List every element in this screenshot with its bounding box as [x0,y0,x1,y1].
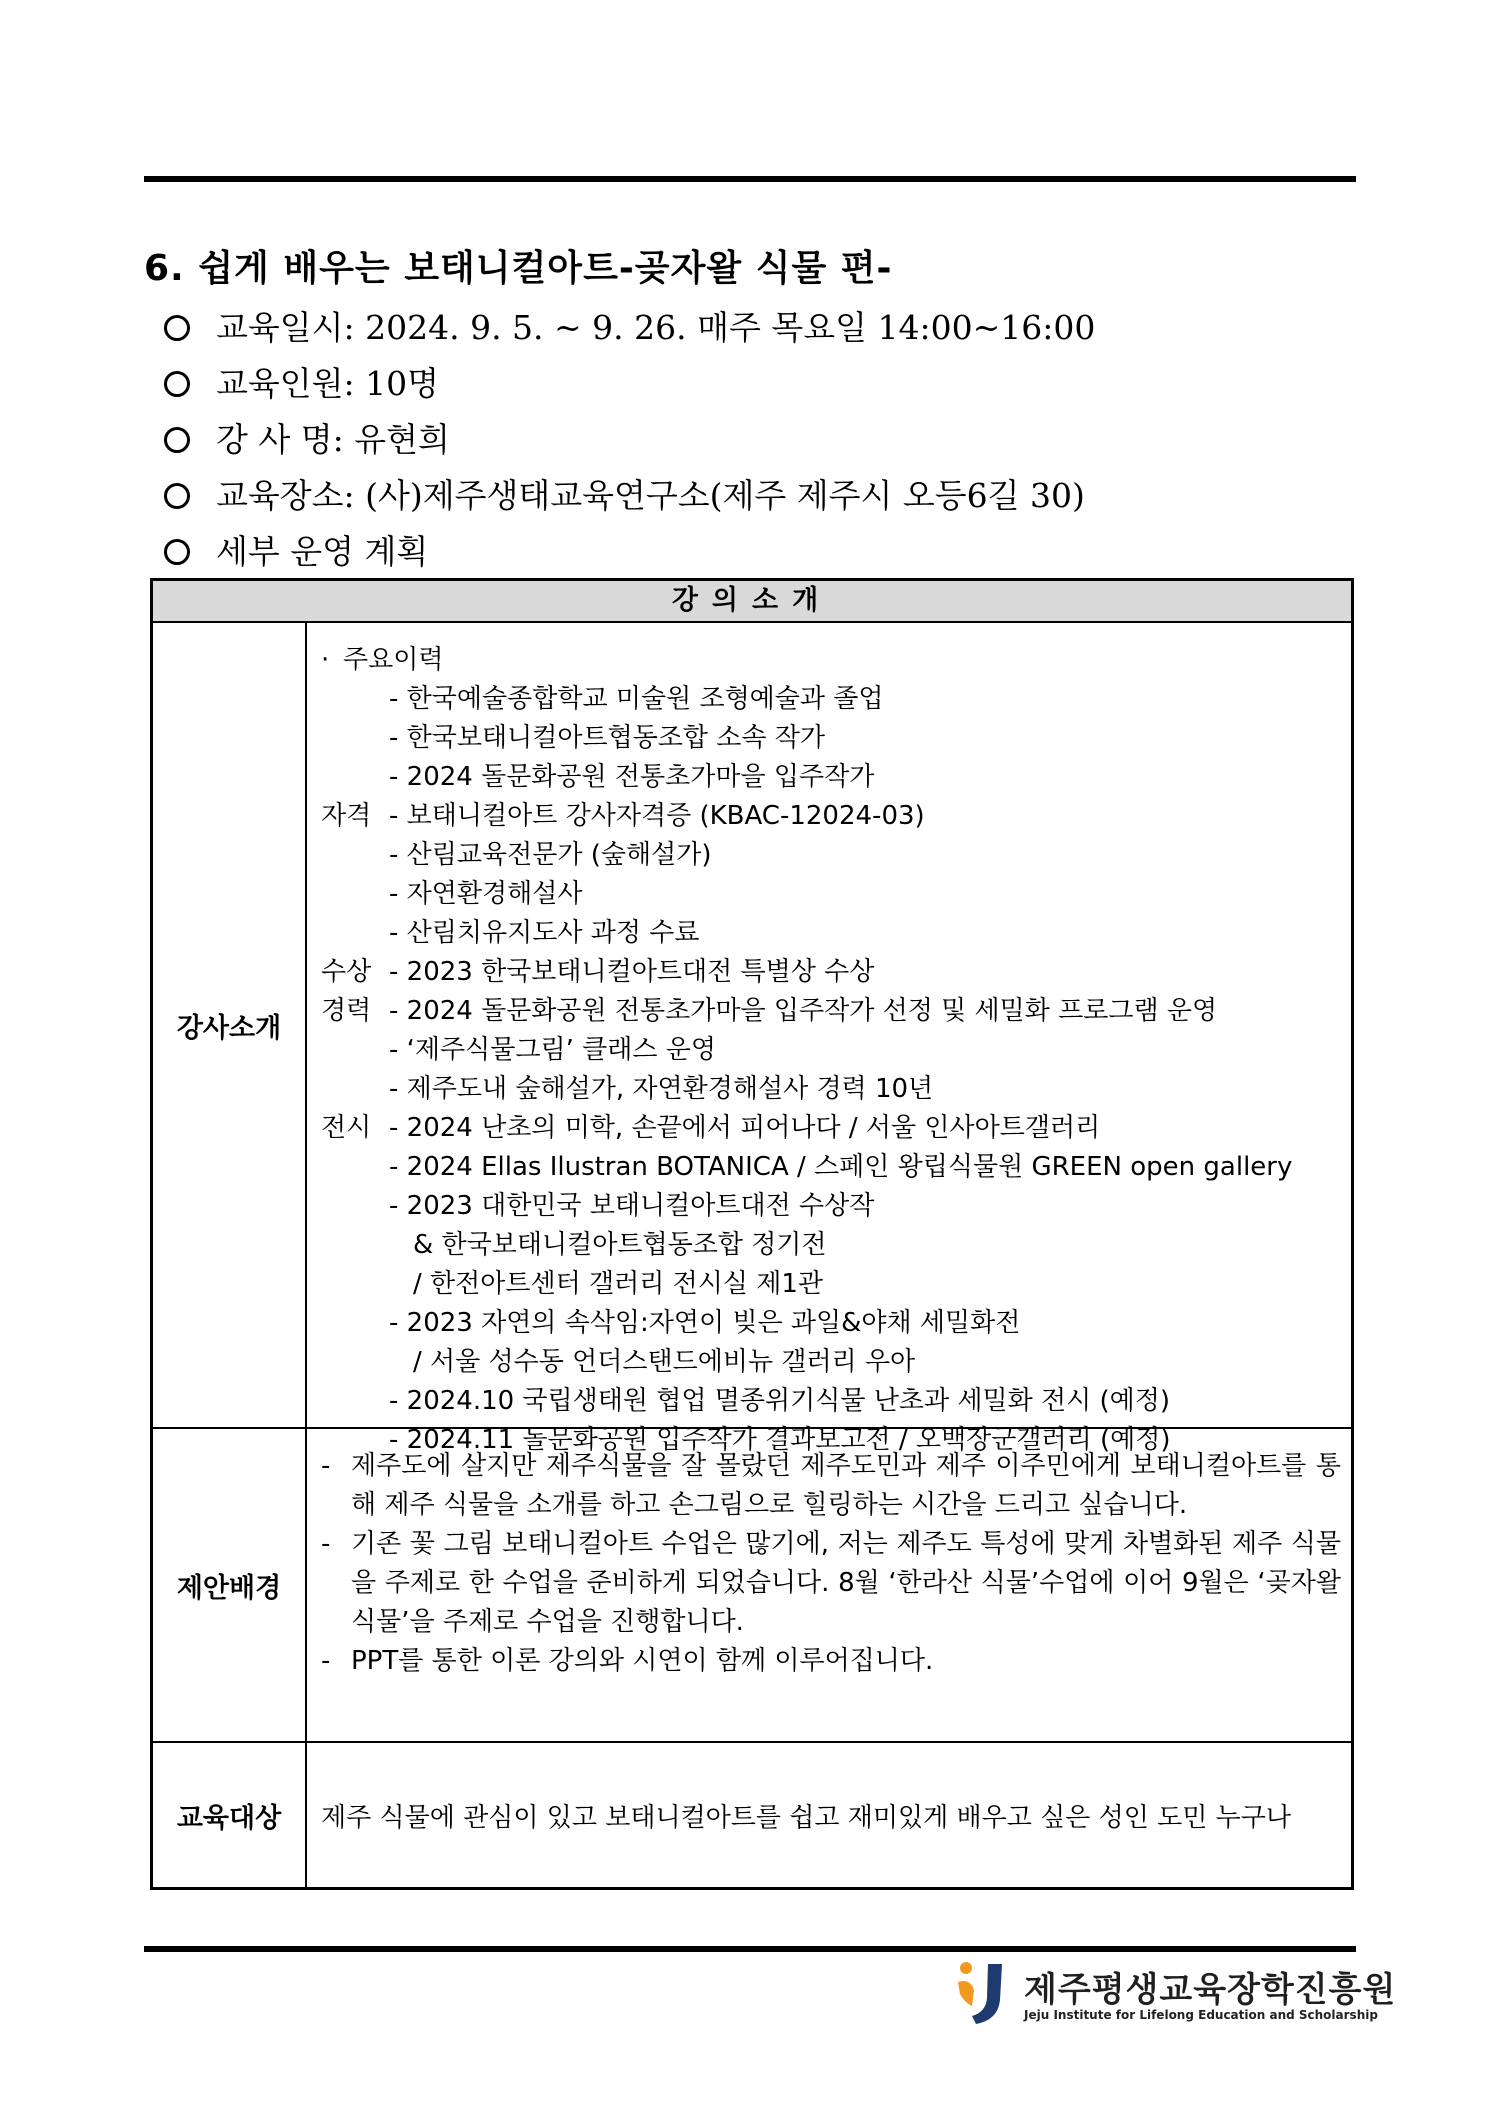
bio-text: - 2023 한국보태니컬아트대전 특별상 수상 [389,957,875,987]
bio-text: - 2023 대한민국 보태니컬아트대전 수상작 [389,1191,875,1221]
row-label: 교육대상 [153,1743,307,1887]
info-item-instructor: 강 사 명: 유현희 [164,412,1095,468]
bio-text: - 한국예술종합학교 미술원 조형예술과 졸업 [389,684,884,714]
info-list [164,300,1095,580]
table-row-background [153,1429,1351,1743]
background-list [321,1447,1341,1681]
circle-bullet-icon [164,483,190,509]
bio-text: / 서울 성수동 언더스탠드에비뉴 갤러리 우아 [413,1347,916,1377]
info-item-location: 교육장소: (사)제주생태교육연구소(제주 제주시 오등6길 30) [164,468,1095,524]
bio-text: - 자연환경해설사 [389,879,583,909]
row-label: 강사소개 [153,623,307,1427]
bio-text: - 2024.10 국립생태원 협업 멸종위기식물 난초과 세밀화 전시 (예정) [389,1386,1170,1416]
bio-text: & 한국보태니컬아트협동조합 정기전 [413,1230,827,1260]
logo-mark-icon [954,1960,1008,2026]
lecture-table [150,578,1354,1890]
table-row-target [153,1743,1351,1887]
bio-category: 전시 [321,1113,372,1143]
bio-text: - 보태니컬아트 강사자격증 (KBAC-12024-03) [389,801,925,831]
instructor-bio [309,623,1351,1455]
info-item-capacity: 교육인원: 10명 [164,356,1095,412]
bio-text: - 2024 난초의 미학, 손끝에서 피어나다 / 서울 인사아트갤러리 [389,1113,1101,1143]
circle-bullet-icon [164,539,190,565]
circle-bullet-icon [164,315,190,341]
background-content [309,1429,1351,1741]
bio-text: - 한국보태니컬아트협동조합 소속 작가 [389,723,826,753]
bio-text: - ‘제주식물그림’ 클래스 운영 [389,1035,716,1065]
circle-bullet-icon [164,371,190,397]
bio-text: - 2024.11 돌문화공원 입주작가 결과보고전 / 오백장군갤러리 (예정) [389,1425,1171,1455]
institute-logo [954,1960,1397,2030]
list-item: - 기존 꽃 그림 보태니컬아트 수업은 많기에, 저는 제주도 특성에 맞게 차별화된 제주 식물을 주제로 한 수업을 준비하게 되었습니다. 8월 ‘한라산 식물’수업에 이어 9월은 ‘곶자왈 식물’을 주제로 수업을 진행합니다. [321,1529,1341,1637]
bio-text: - 2023 자연의 속삭임:자연이 빚은 과일&야채 세밀화전 [389,1308,1021,1338]
bio-text: - 산림교육전문가 (숲해설가) [389,840,712,870]
bio-category: 경력 [321,996,372,1026]
info-item-plan: 세부 운영 계획 [164,524,1095,580]
table-header: 강의소개 [153,581,1351,623]
list-item: - 제주도에 살지만 제주식물을 잘 몰랐던 제주도민과 제주 이주민에게 보태니컬아트를 통해 제주 식물을 소개를 하고 손그림으로 힐링하는 시간을 드리고 싶습니다. [321,1451,1341,1520]
circle-bullet-icon [164,427,190,453]
logo-name: 제주평생교육장학진흥원 [1024,1970,1397,2010]
bottom-rule [144,1946,1356,1952]
bio-text: - 산림치유지도사 과정 수료 [389,918,700,948]
target-text: 제주 식물에 관심이 있고 보태니컬아트를 쉽고 재미있게 배우고 싶은 성인 도민 누구나 [321,1802,1291,1833]
target-content [309,1743,1351,1887]
bio-text: - 2024 Ellas Ilustran BOTANICA / 스페인 왕립식물원 GREEN open gallery [389,1152,1293,1182]
bio-category: · [321,645,330,675]
bio-text: - 2024 돌문화공원 전통초가마을 입주작가 선정 및 세밀화 프로그램 운영 [389,996,1218,1026]
bio-category: 수상 [321,957,372,987]
bio-text: - 제주도내 숲해설가, 자연환경해설사 경력 10년 [389,1074,934,1104]
logo-english: Jeju Institute for Lifelong Education and Scholarship [1024,2008,1378,2022]
section-title: 6. 쉽게 배우는 보태니컬아트-곶자왈 식물 편- [144,248,893,289]
bio-category: 자격 [321,801,372,831]
bio-text: 주요이력 [343,645,444,675]
top-rule [144,176,1356,182]
list-item: - PPT를 통한 이론 강의와 시연이 함께 이루어집니다. [321,1646,934,1676]
bio-text: / 한전아트센터 갤러리 전시실 제1관 [413,1269,823,1299]
bio-text: - 2024 돌문화공원 전통초가마을 입주작가 [389,762,875,792]
row-label: 제안배경 [153,1429,307,1741]
table-row-instructor [153,623,1351,1455]
info-item-date: 교육일시: 2024. 9. 5. ~ 9. 26. 매주 목요일 14:00~16:00 [164,300,1095,356]
